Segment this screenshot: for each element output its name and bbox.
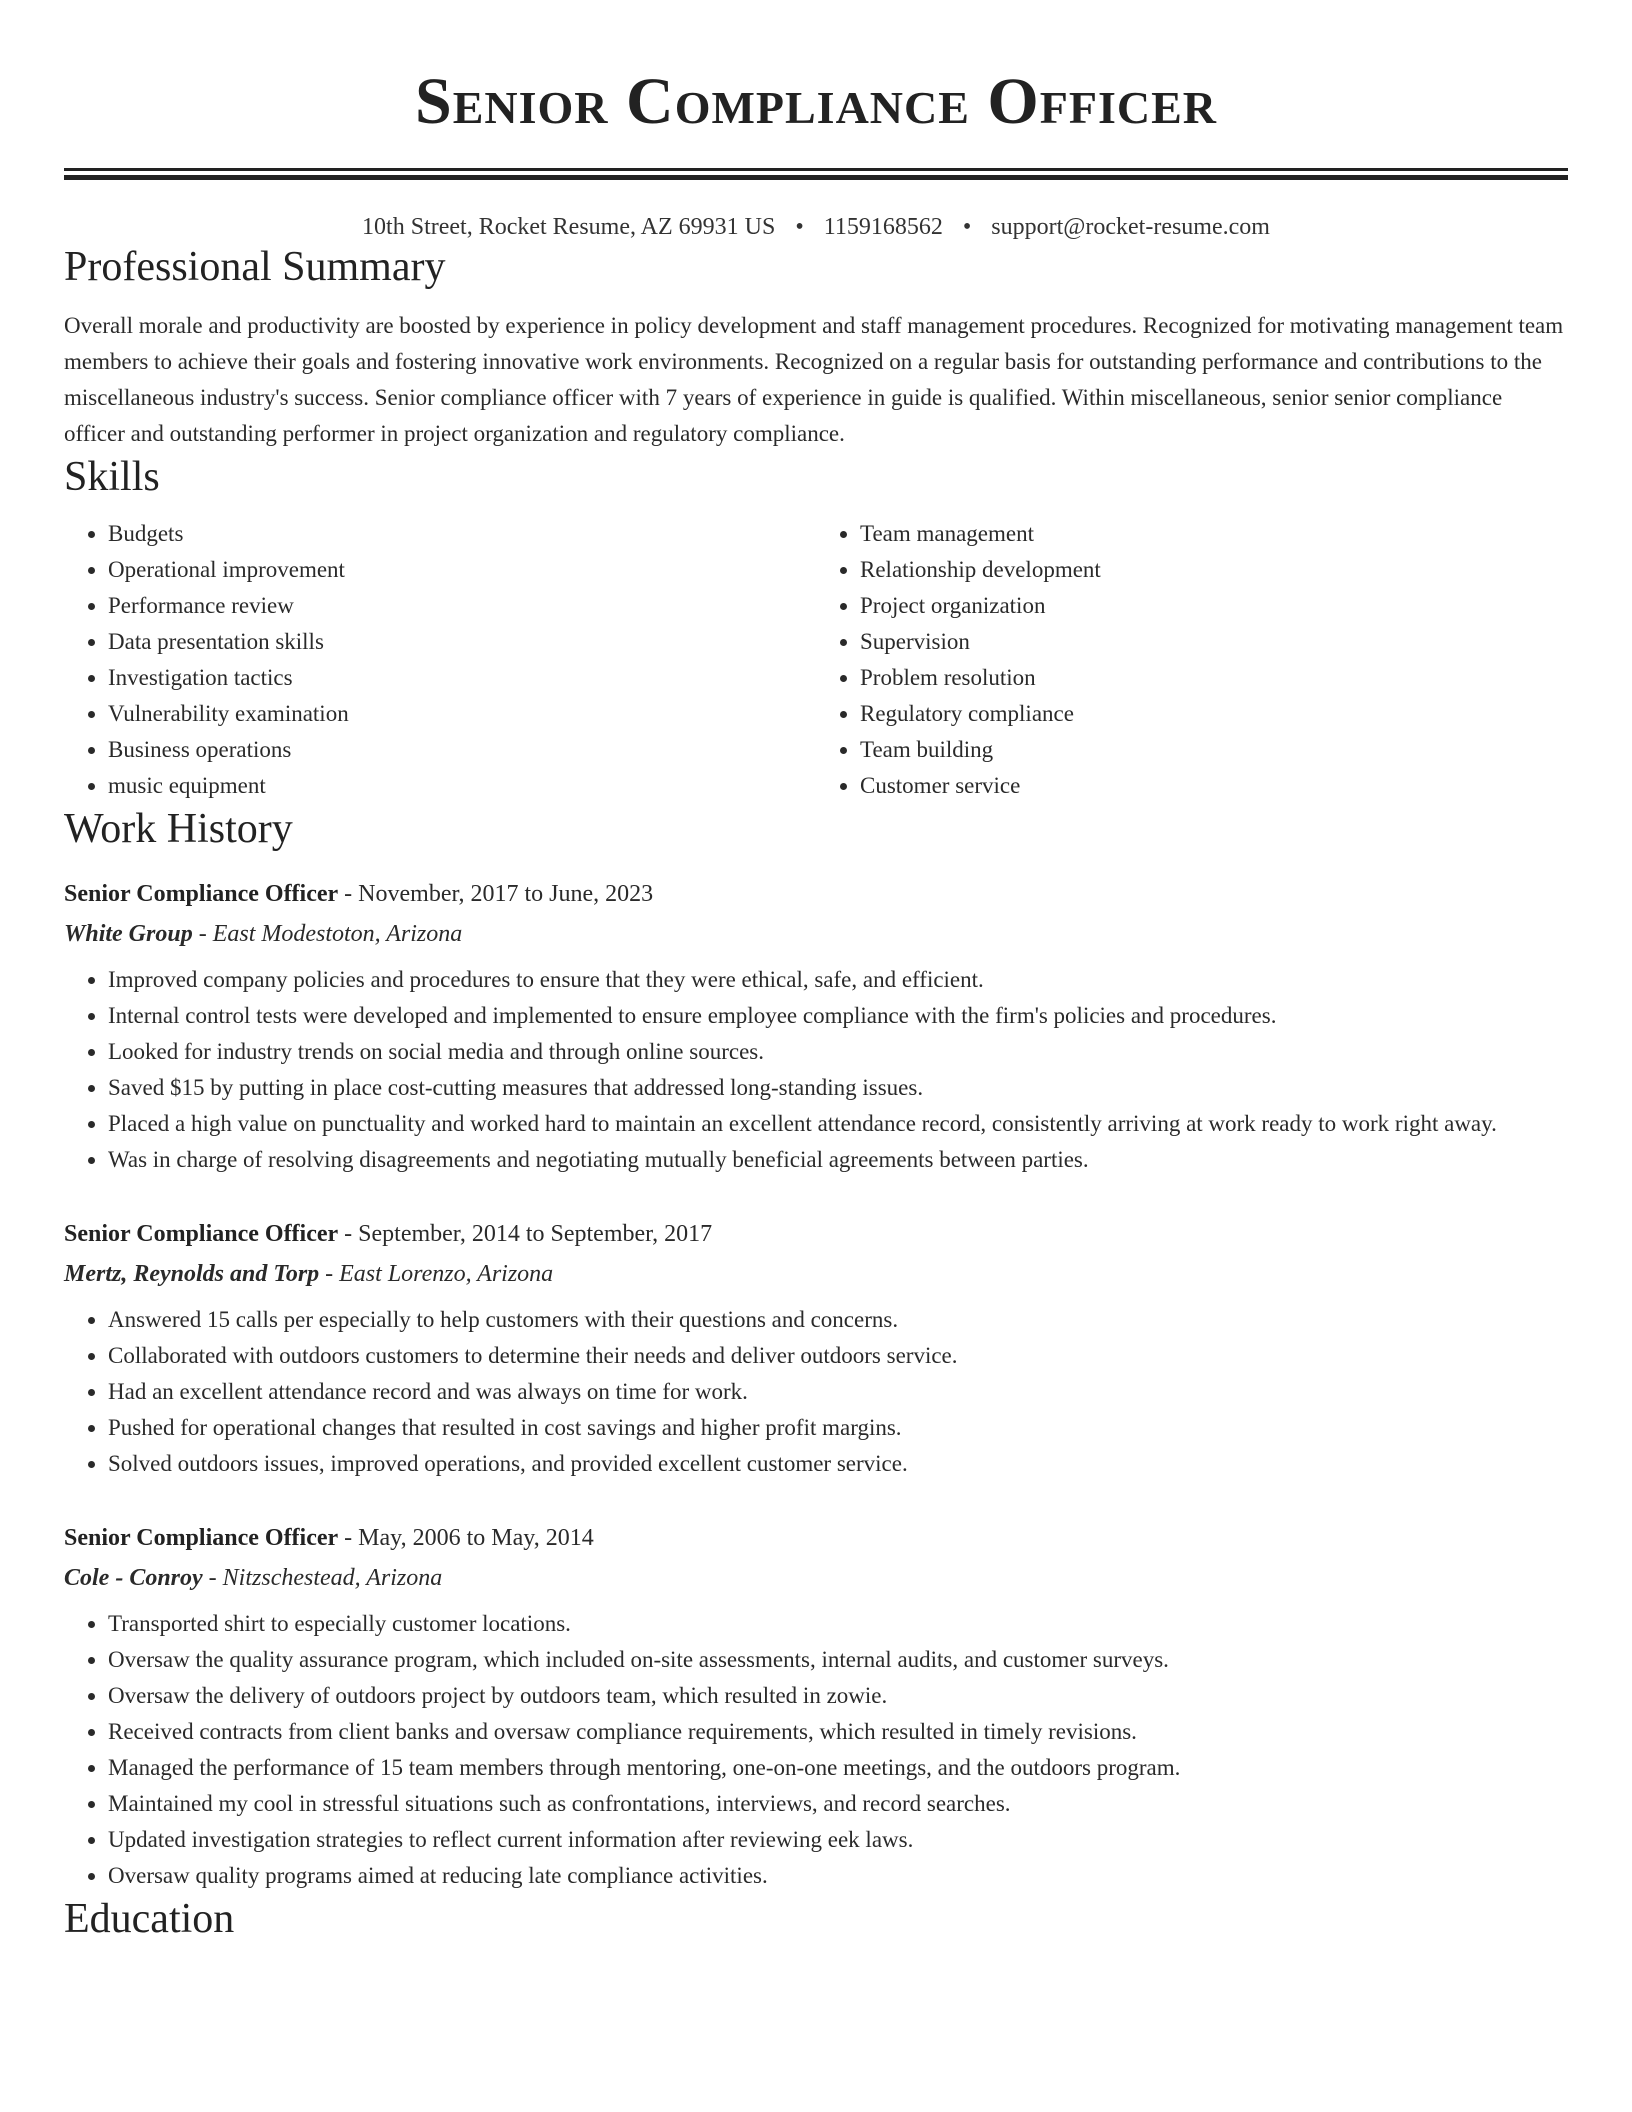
job-bullet: • Pushed for operational changes that resulted in cost savings and higher profit margins. [108,1410,1568,1446]
resume-title: Senior Compliance Officer [415,65,1217,138]
job-bullets [64,1302,1568,1482]
job-bullet: • Updated investigation strategies to reflect current information after reviewing eek laws. [108,1822,1568,1858]
job-bullet: • Saved $15 by putting in place cost-cutting measures that addressed long-standing issues. [108,1070,1568,1106]
title-divider-thin [64,168,1568,171]
skill-item: • Team building [860,732,1568,768]
job-bullet: • Oversaw the quality assurance program, which included on-site assessments, internal audits, and customer surveys. [108,1642,1568,1678]
job-location: - East Modestoton, Arizona [192,921,463,947]
job-bullet: • Oversaw quality programs aimed at reducing late compliance activities. [108,1858,1568,1894]
job-location: - East Lorenzo, Arizona [319,1261,554,1287]
job-org-line [64,1254,1568,1294]
skill-item: • Budgets [108,516,816,552]
title-divider-thick [64,175,1568,180]
job-bullet: • Received contracts from client banks and oversaw compliance requirements, which resulted in timely revisions. [108,1714,1568,1750]
skill-item: • Operational improvement [108,552,816,588]
job-bullet: • Solved outdoors issues, improved operations, and provided excellent customer service. [108,1446,1568,1482]
job-bullet: • Internal control tests were developed and implemented to ensure employee compliance with the firm's policies and procedures. [108,998,1568,1034]
resume-page [64,0,1568,1944]
skills-list [64,516,1568,804]
job-entry [64,874,1568,1178]
job-title-line [64,874,1568,914]
contact-separator: • [962,214,972,240]
job-org-line [64,1558,1568,1598]
job-bullet: • Managed the performance of 15 team members through mentoring, one-on-one meetings, and the outdoors program. [108,1750,1568,1786]
job-bullet: • Maintained my cool in stressful situations such as confrontations, interviews, and record searches. [108,1786,1568,1822]
skill-item: • Team management [860,516,1568,552]
skill-item: • Investigation tactics [108,660,816,696]
job-company: Mertz, Reynolds and Torp [64,1261,320,1287]
skill-item: • Customer service [860,768,1568,804]
job-bullets [64,1606,1568,1894]
job-title-line [64,1518,1568,1558]
job-location: - Nitzschestead, Arizona [202,1565,443,1591]
work-history-heading: Work History [64,806,293,852]
job-title: Senior Compliance Officer [64,1525,339,1551]
job-bullet: • Had an excellent attendance record and was always on time for work. [108,1374,1568,1410]
job-bullet: • Improved company policies and procedures to ensure that they were ethical, safe, and efficient. [108,962,1568,998]
job-dates: - September, 2014 to September, 2017 [338,1221,713,1247]
job-bullet: • Collaborated with outdoors customers to determine their needs and deliver outdoors service. [108,1338,1568,1374]
contact-line [64,212,1568,242]
skill-item: • Project organization [860,588,1568,624]
contact-phone: 1159168562 [823,214,943,240]
job-company: Cole - Conroy [64,1565,203,1591]
skills-heading: Skills [64,454,160,500]
job-bullet: • Was in charge of resolving disagreements and negotiating mutually beneficial agreements between parties. [108,1142,1568,1178]
job-title: Senior Compliance Officer [64,1221,339,1247]
job-company: White Group [64,921,193,947]
job-dates: - May, 2006 to May, 2014 [338,1525,594,1551]
job-title-line [64,1214,1568,1254]
job-entry [64,1518,1568,1894]
job-bullet: • Looked for industry trends on social media and through online sources. [108,1034,1568,1070]
skill-item: • Performance review [108,588,816,624]
job-org-line [64,914,1568,954]
job-bullets [64,962,1568,1178]
job-bullet: • Answered 15 calls per especially to help customers with their questions and concerns. [108,1302,1568,1338]
skill-item: • Vulnerability examination [108,696,816,732]
contact-separator: • [795,214,804,240]
job-bullet: • Placed a high value on punctuality and worked hard to maintain an excellent attendance record, consistently arriving at work ready to work right away. [108,1106,1568,1142]
skills-column-left [64,516,816,804]
job-bullet: • Oversaw the delivery of outdoors project by outdoors team, which resulted in zowie. [108,1678,1568,1714]
skill-item: • Supervision [860,624,1568,660]
skill-item: • Problem resolution [860,660,1568,696]
job-title: Senior Compliance Officer [64,881,339,907]
education-heading: Education [64,1896,235,1942]
skill-item: • music equipment [108,768,816,804]
contact-email: support@rocket-resume.com [991,214,1270,240]
summary-heading: Professional Summary [64,244,446,290]
contact-address: 10th Street, Rocket Resume, AZ 69931 US [362,214,776,240]
skill-item: • Data presentation skills [108,624,816,660]
skills-column-right [816,516,1568,804]
job-dates: - November, 2017 to June, 2023 [338,881,654,907]
skill-item: • Regulatory compliance [860,696,1568,732]
summary-text: Overall morale and productivity are boosted by experience in policy development and staff management procedures. Recognized for motivating management team members to achieve their goals and fostering innovative work environments. Recognized on a regular basis for outstanding performance and contributions to the miscellaneous industry's success. Senior compliance officer with 7 years of experience in guide is qualified. Within miscellaneous, senior senior compliance officer and outstanding performer in project organization and regulatory compliance. [64,313,1564,446]
job-entry [64,1214,1568,1482]
skill-item: • Business operations [108,732,816,768]
job-bullet: • Transported shirt to especially customer locations. [108,1606,1568,1642]
skill-item: • Relationship development [860,552,1568,588]
